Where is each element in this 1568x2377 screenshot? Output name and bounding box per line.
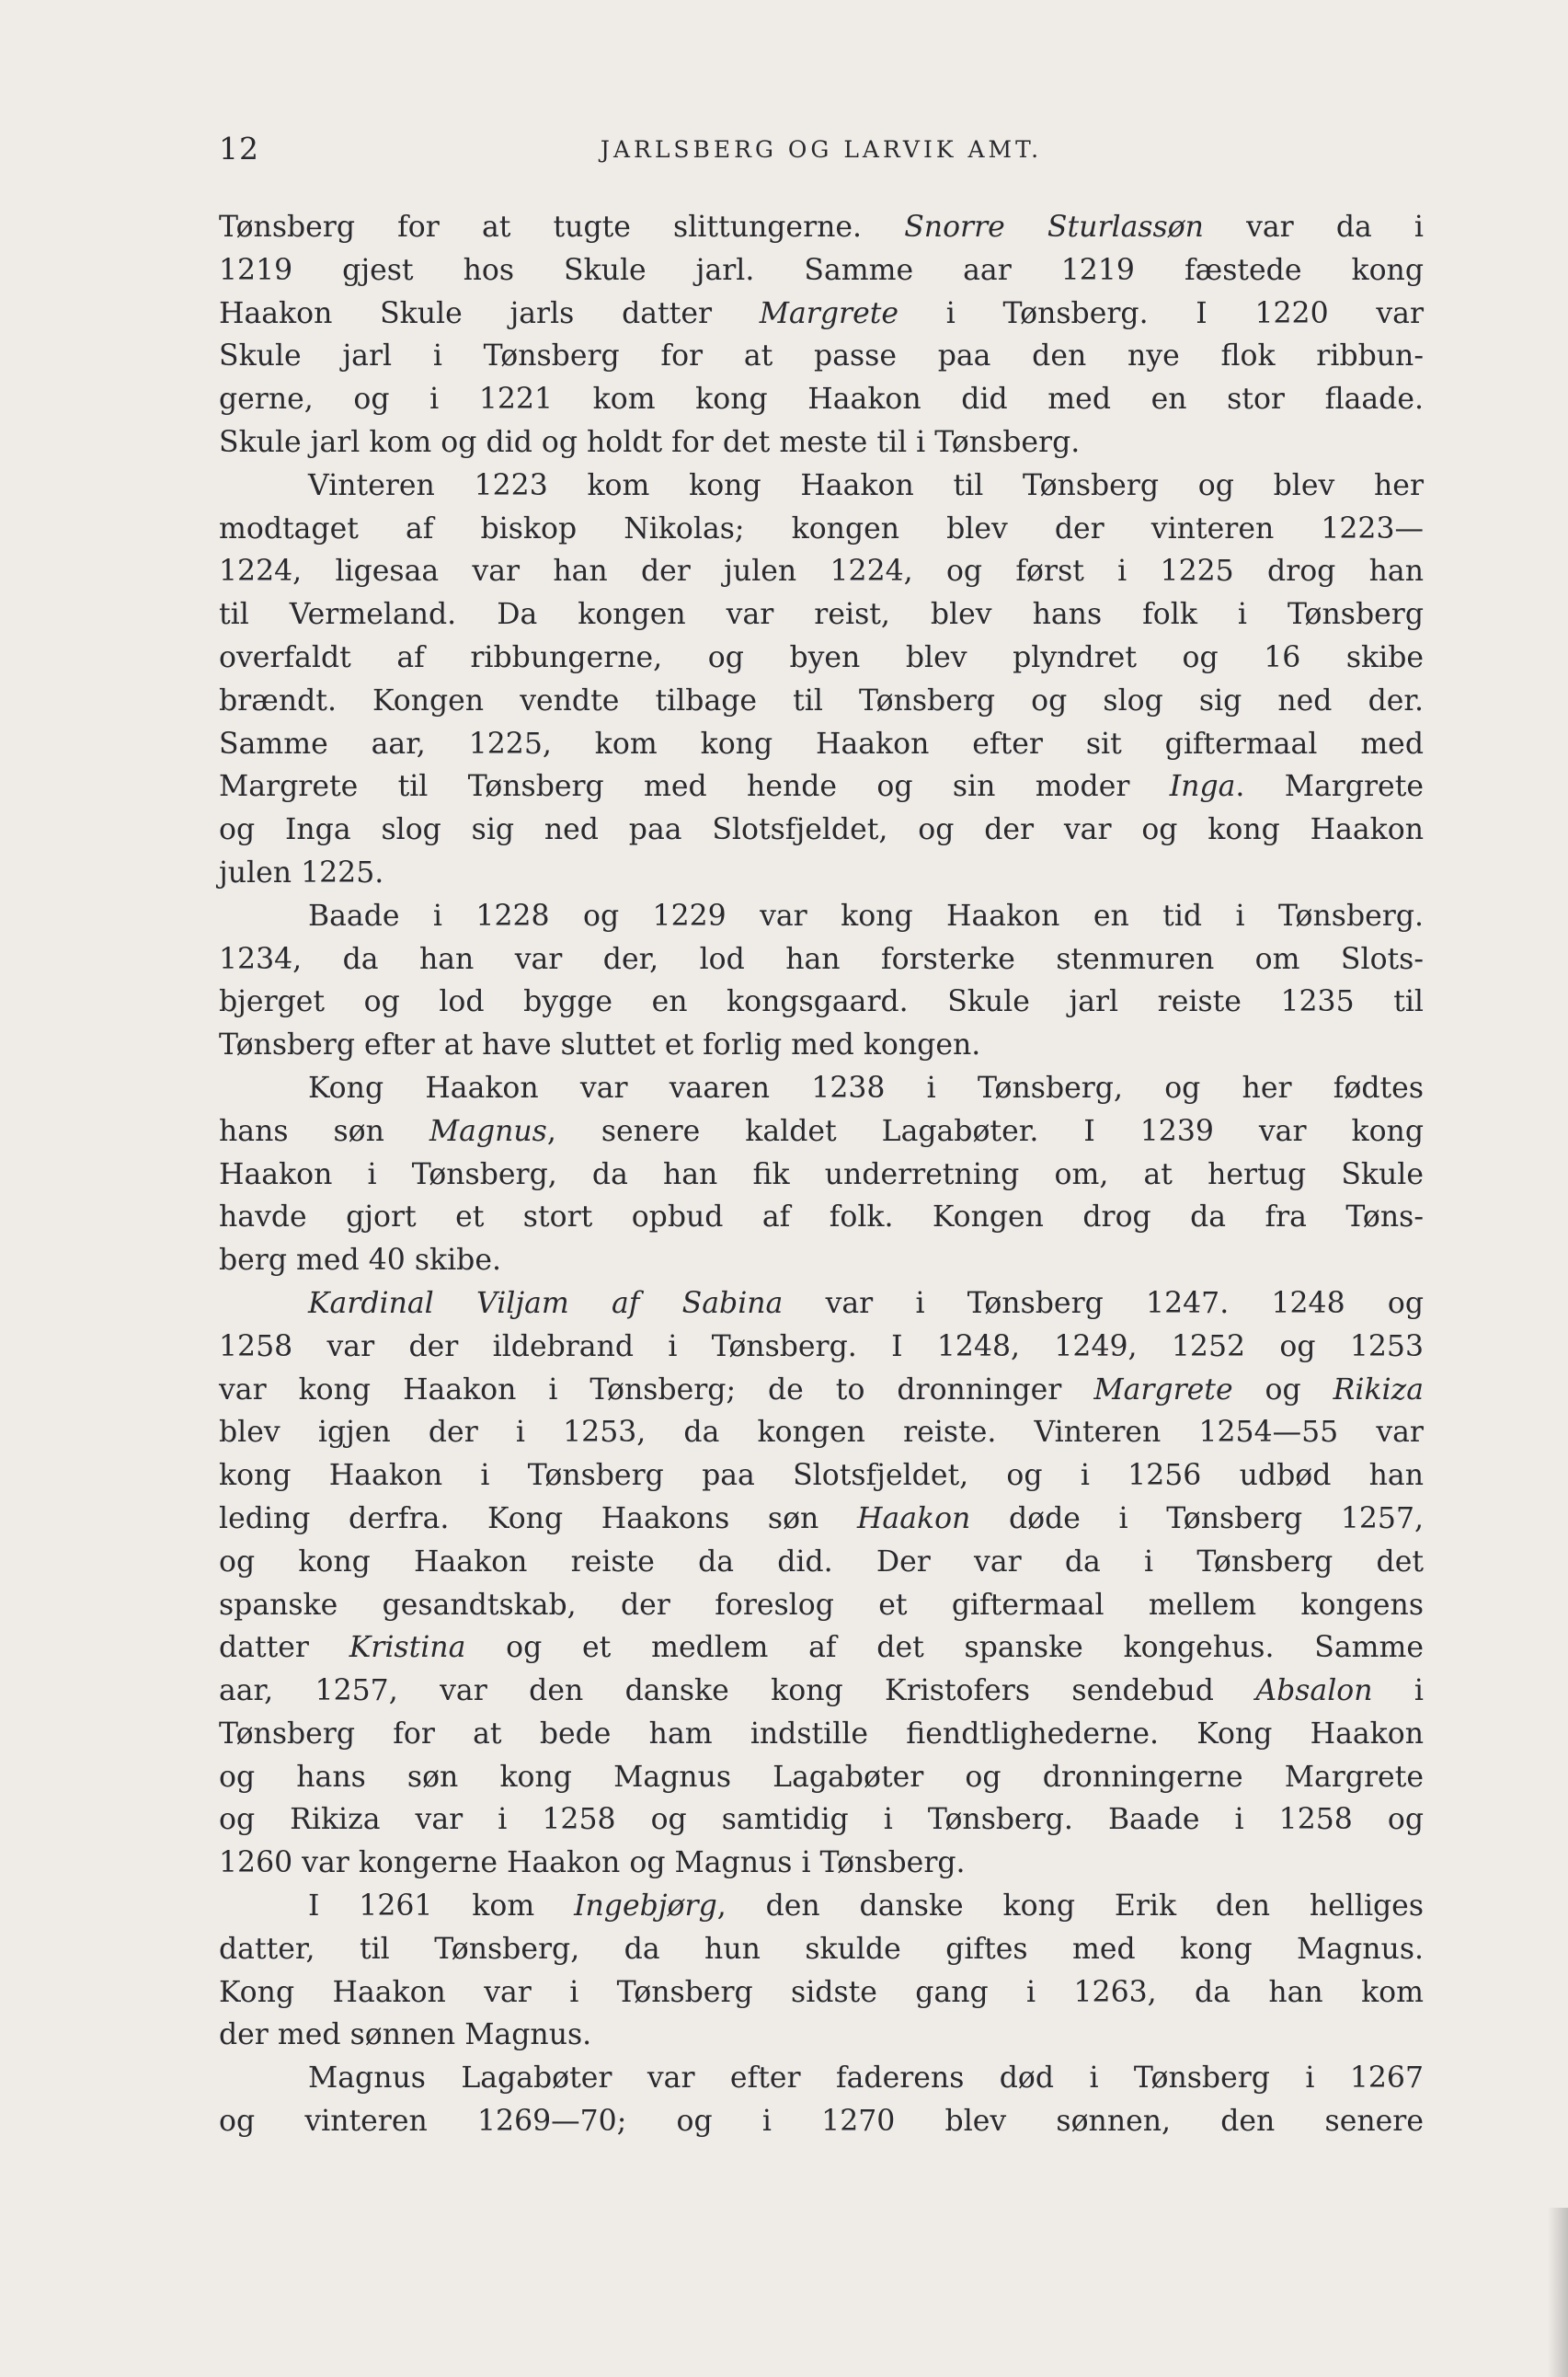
text-line xyxy=(219,508,1424,551)
text-run: 1258 var der ildebrand i Tønsberg. I 1248, 1249, 1252 og 1253 xyxy=(219,1329,1424,1363)
text-line xyxy=(219,1670,1424,1713)
text-line xyxy=(219,2057,1424,2100)
text-run: og Inga slog sig ned paa Slotsfjeldet, og der var og kong Haakon xyxy=(219,813,1424,847)
text-line xyxy=(219,293,1424,336)
text-line xyxy=(219,1928,1424,1971)
italic-name: Haakon xyxy=(856,1501,971,1535)
text-run: var da i xyxy=(1203,211,1424,244)
text-run: Tønsberg efter at have sluttet et forlig med kongen. xyxy=(219,1028,981,1062)
text-run: brændt. Kongen vendte tilbage til Tønsberg og slog sig ned der. xyxy=(219,683,1424,718)
text-run: Vinteren 1223 kom kong Haakon til Tønsberg og blev her xyxy=(308,468,1424,502)
text-run: Skule jarl i Tønsberg for at passe paa den nye flok ribbun- xyxy=(219,339,1424,373)
italic-name: Rikiza xyxy=(1333,1372,1424,1407)
text-run: og Rikiza var i 1258 og samtidig i Tønsberg. Baade i 1258 og xyxy=(219,1803,1424,1837)
text-run: Tønsberg for at tugte slittungerne. xyxy=(219,211,905,244)
text-run: , den danske kong Erik den helliges xyxy=(716,1889,1424,1923)
text-run: 1260 var kongerne Haakon og Magnus i Tønsberg. xyxy=(219,1846,966,1880)
italic-name: Margrete xyxy=(759,296,899,330)
text-line xyxy=(219,1756,1424,1799)
text-run: var i Tønsberg 1247. 1248 og xyxy=(783,1286,1424,1320)
text-line xyxy=(219,1196,1424,1239)
text-run: datter, til Tønsberg, da hun skulde giftes med kong Magnus. xyxy=(219,1932,1424,1966)
text-line xyxy=(219,1584,1424,1627)
text-run: hans søn xyxy=(219,1114,429,1148)
text-line xyxy=(219,680,1424,723)
text-run: Kong Haakon var i Tønsberg sidste gang i 1263, da han kom xyxy=(219,1975,1424,2009)
running-title: JARLSBERG OG LARVIK AMT. xyxy=(600,136,1043,163)
text-run: der med sønnen Magnus. xyxy=(219,2018,592,2052)
text-run: berg med 40 skibe. xyxy=(219,1244,501,1278)
text-run: gerne, og i 1221 kom kong Haakon did med en stor flaade. xyxy=(219,383,1424,417)
text-run: Kong Haakon var vaaren 1238 i Tønsberg, og her fødtes xyxy=(308,1071,1424,1105)
text-line xyxy=(219,1798,1424,1842)
text-line xyxy=(219,378,1424,421)
text-line xyxy=(219,723,1424,766)
text-line xyxy=(219,1454,1424,1498)
italic-name: Kardinal Viljam af Sabina xyxy=(308,1286,784,1320)
text-line xyxy=(219,1369,1424,1412)
text-line xyxy=(219,1411,1424,1454)
italic-name: Snorre Sturlassøn xyxy=(904,211,1204,244)
text-line xyxy=(219,206,1424,249)
page-header xyxy=(219,131,1424,171)
text-run: spanske gesandtskab, der foreslog et giftermaal mellem kongens xyxy=(219,1588,1424,1622)
text-run: overfaldt af ribbungerne, og byen blev plyndret og 16 skibe xyxy=(219,640,1424,674)
text-line xyxy=(219,1282,1424,1326)
text-run: Magnus Lagabøter var efter faderens død i Tønsberg i 1267 xyxy=(308,2061,1424,2096)
text-run: Tønsberg for at bede ham indstille fiendtlighederne. Kong Haakon xyxy=(219,1717,1424,1751)
text-line xyxy=(219,1110,1424,1154)
text-line xyxy=(219,895,1424,938)
text-line xyxy=(219,852,1424,895)
text-line xyxy=(219,421,1424,465)
text-run: havde gjort et stort opbud af folk. Kongen drog da fra Tøns- xyxy=(219,1200,1424,1234)
italic-name: Inga xyxy=(1169,770,1236,804)
text-run: og hans søn kong Magnus Lagabøter og dronningerne Margrete xyxy=(219,1760,1424,1794)
text-run: i xyxy=(1372,1674,1424,1708)
text-run: bjerget og lod bygge en kongsgaard. Skule jarl reiste 1235 til xyxy=(219,985,1424,1019)
italic-name: Magnus xyxy=(429,1114,547,1148)
text-line xyxy=(219,2100,1424,2143)
text-run: blev igjen der i 1253, da kongen reiste. Vinteren 1254—55 var xyxy=(219,1416,1424,1450)
text-line xyxy=(219,1239,1424,1282)
text-run: Samme aar, 1225, kom kong Haakon efter sit giftermaal med xyxy=(219,727,1424,761)
body-text xyxy=(219,206,1424,2143)
text-line xyxy=(219,1067,1424,1110)
text-run: døde i Tønsberg 1257, xyxy=(970,1501,1425,1535)
text-line xyxy=(219,2014,1424,2057)
text-line xyxy=(219,765,1424,809)
text-run: aar, 1257, var den danske kong Kristofers sendebud xyxy=(219,1674,1256,1708)
text-run: var kong Haakon i Tønsberg; de to dronninger xyxy=(219,1372,1094,1407)
italic-name: Margrete xyxy=(1093,1372,1233,1407)
text-line xyxy=(219,1326,1424,1369)
text-line xyxy=(219,1971,1424,2015)
text-line xyxy=(219,249,1424,293)
text-run: leding derfra. Kong Haakons søn xyxy=(219,1501,857,1535)
text-line xyxy=(219,1842,1424,1885)
text-line xyxy=(219,1713,1424,1756)
page-number: 12 xyxy=(219,131,259,167)
text-run: Haakon Skule jarls datter xyxy=(219,296,760,330)
italic-name: Ingebjørg xyxy=(574,1889,717,1923)
scan-edge-shadow xyxy=(1548,2208,1568,2377)
text-line xyxy=(219,1024,1424,1067)
text-run: modtaget af biskop Nikolas; kongen blev der vinteren 1223— xyxy=(219,511,1424,545)
text-line xyxy=(219,938,1424,982)
text-run: og et medlem af det spanske kongehus. Samme xyxy=(465,1631,1424,1665)
text-run: Margrete til Tønsberg med hende og sin moder xyxy=(219,770,1170,804)
text-run: 1234, da han var der, lod han forsterke stenmuren om Slots- xyxy=(219,942,1424,976)
text-run: . Margrete xyxy=(1235,770,1424,804)
text-run: Baade i 1228 og 1229 var kong Haakon en tid i Tønsberg. xyxy=(308,899,1424,933)
text-line xyxy=(219,335,1424,378)
text-run: og xyxy=(1232,1372,1333,1407)
text-run: I 1261 kom xyxy=(308,1889,575,1923)
text-run: , senere kaldet Lagabøter. I 1239 var kong xyxy=(546,1114,1425,1148)
text-line xyxy=(219,637,1424,680)
text-run: og kong Haakon reiste da did. Der var da i Tønsberg det xyxy=(219,1544,1424,1579)
text-run: datter xyxy=(219,1631,349,1665)
italic-name: Absalon xyxy=(1255,1674,1373,1708)
text-run: Haakon i Tønsberg, da han fik underretning om, at hertug Skule xyxy=(219,1157,1424,1191)
text-run: Skule jarl kom og did og holdt for det meste til i Tønsberg. xyxy=(219,425,1081,459)
text-run: og vinteren 1269—70; og i 1270 blev sønnen, den senere xyxy=(219,2105,1424,2139)
text-line xyxy=(219,1626,1424,1670)
text-run: 1219 gjest hos Skule jarl. Samme aar 1219 fæstede kong xyxy=(219,253,1424,287)
text-run: til Vermeland. Da kongen var reist, blev hans folk i Tønsberg xyxy=(219,598,1424,632)
italic-name: Kristina xyxy=(349,1631,466,1665)
text-run: julen 1225. xyxy=(219,855,384,890)
text-line xyxy=(219,1885,1424,1928)
text-line xyxy=(219,465,1424,508)
text-line xyxy=(219,1541,1424,1584)
text-line xyxy=(219,1154,1424,1197)
text-run: i Tønsberg. I 1220 var xyxy=(898,296,1425,330)
text-line xyxy=(219,809,1424,852)
text-run: 1224, ligesaa var han der julen 1224, og først i 1225 drog han xyxy=(219,555,1424,589)
text-line xyxy=(219,550,1424,593)
text-run: kong Haakon i Tønsberg paa Slotsfjeldet, og i 1256 udbød han xyxy=(219,1459,1424,1493)
text-line xyxy=(219,981,1424,1024)
text-line xyxy=(219,1498,1424,1541)
text-line xyxy=(219,593,1424,637)
